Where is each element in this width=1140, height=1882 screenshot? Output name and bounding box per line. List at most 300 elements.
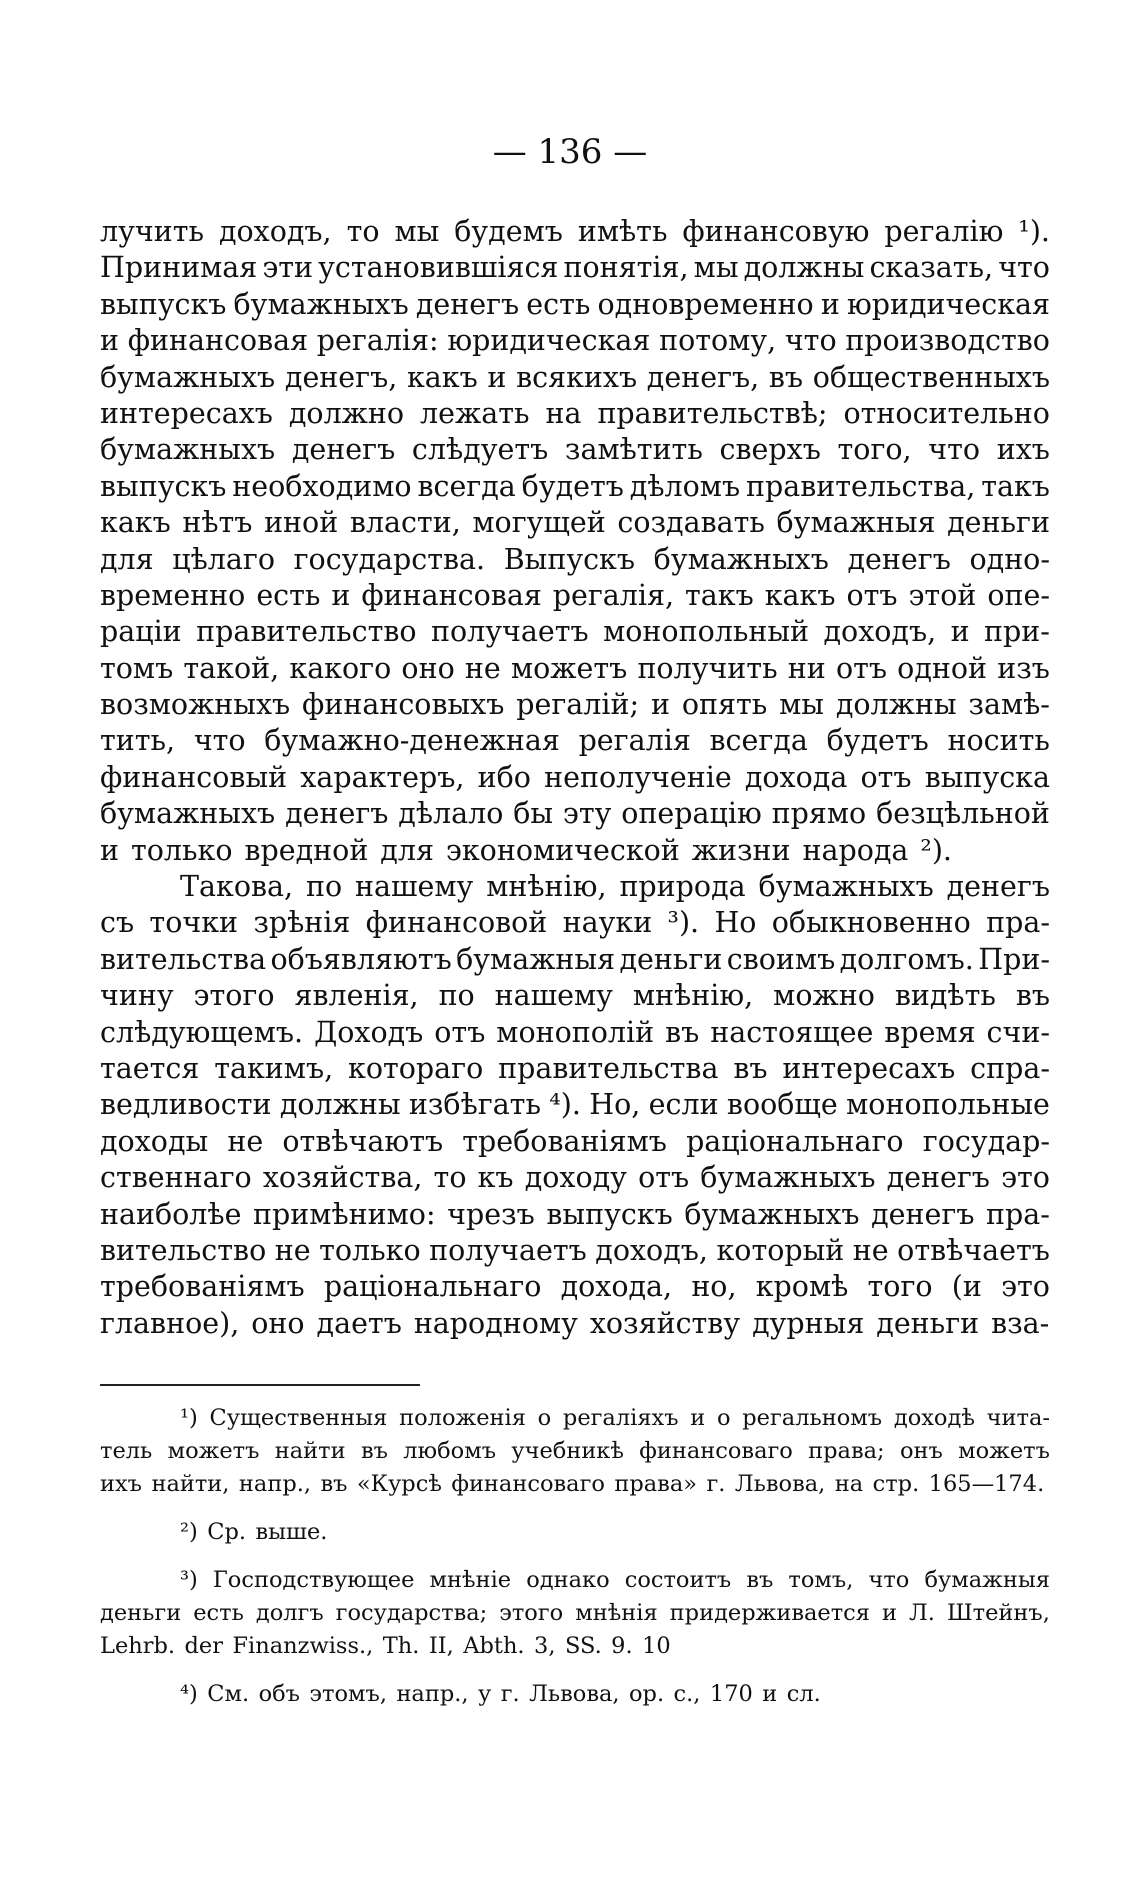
footnote-gap	[100, 1663, 1050, 1678]
word: то	[346, 215, 380, 248]
word: II,	[428, 1633, 454, 1659]
word: опять	[681, 688, 768, 722]
word: финансовая	[127, 324, 309, 358]
word: регалій;	[516, 688, 640, 722]
word: не	[852, 1233, 889, 1267]
word: регальномъ	[742, 1405, 883, 1431]
word: интересахъ	[100, 396, 273, 430]
text-line	[100, 796, 1050, 832]
word: Львова,	[529, 1681, 620, 1707]
word: пра-	[986, 1197, 1050, 1231]
text-line	[100, 542, 1050, 578]
word: природа	[619, 870, 746, 904]
word: иной	[264, 506, 339, 540]
word: въ	[733, 1051, 768, 1085]
main-text	[100, 214, 1050, 1342]
word: Штейнъ,	[946, 1600, 1050, 1626]
word: ²)	[180, 1519, 198, 1545]
text-line	[100, 1269, 1050, 1305]
word: государства.	[293, 542, 486, 576]
word: чита-	[986, 1405, 1050, 1431]
word: носить	[947, 724, 1050, 758]
word: оно	[401, 651, 455, 685]
word: Lehrb.	[100, 1633, 176, 1659]
word: лучить	[100, 215, 204, 248]
word: чину	[100, 979, 174, 1013]
word: регаліяхъ	[562, 1405, 679, 1431]
word: интересахъ	[782, 1051, 956, 1085]
word: долгомъ.	[839, 942, 974, 976]
word: государства;	[335, 1600, 488, 1626]
word: Л.	[909, 1600, 935, 1626]
word: права;	[808, 1438, 885, 1464]
word: учебникѣ	[511, 1438, 624, 1464]
word: отвѣчаютъ	[282, 1124, 444, 1158]
text-line	[100, 1233, 1050, 1269]
word: дохода	[744, 760, 848, 794]
word: только	[319, 1233, 421, 1267]
word: этой	[908, 578, 977, 612]
word: наиболѣе	[100, 1197, 242, 1231]
word: если	[648, 1088, 719, 1122]
word: на	[545, 396, 582, 430]
text-line	[100, 1015, 1050, 1051]
word: даетъ	[316, 1306, 402, 1340]
word: народному	[413, 1306, 578, 1340]
word: выпускъ	[546, 1197, 673, 1231]
word: такой,	[183, 651, 280, 685]
footnote-line	[100, 1678, 1050, 1711]
word: ⁴)	[180, 1681, 198, 1707]
word: дурныя	[752, 1306, 865, 1340]
word: бумажныхъ	[684, 1197, 860, 1231]
word: и	[100, 324, 119, 358]
word: доходъ,	[218, 215, 332, 248]
word: регалія,	[552, 578, 675, 612]
word: который	[716, 1233, 845, 1267]
word: Принимая	[100, 251, 258, 285]
word: что	[998, 251, 1050, 285]
word: г.	[706, 1471, 726, 1497]
word: экономической	[445, 833, 680, 867]
word: замѣтить	[564, 433, 703, 467]
word: c.,	[673, 1681, 701, 1707]
word: ³)	[180, 1567, 198, 1593]
text-line	[100, 614, 1050, 650]
word: прямо	[771, 797, 867, 831]
word: хозяйству	[589, 1306, 741, 1340]
word: ¹)	[180, 1405, 198, 1431]
word: только	[130, 833, 233, 867]
text-line	[100, 1124, 1050, 1160]
word: и	[100, 833, 119, 867]
word: бумажныхъ	[700, 1161, 876, 1195]
footnote-line	[100, 1516, 1050, 1549]
word: регалію	[884, 215, 1004, 248]
text-line	[100, 214, 1050, 250]
word: чрезъ	[447, 1197, 535, 1231]
word: эту	[562, 797, 612, 831]
word: примѣнимо:	[253, 1197, 436, 1231]
word: дѣломъ	[629, 469, 741, 503]
word: Но	[714, 906, 757, 940]
word: можетъ	[958, 1438, 1050, 1464]
word: Abth.	[463, 1633, 525, 1659]
word: денегъ	[291, 433, 396, 467]
word: какъ	[764, 578, 836, 612]
word: ихъ	[996, 433, 1050, 467]
word: ибо	[477, 760, 531, 794]
word: финансоваго	[451, 1471, 605, 1497]
word: положенія	[399, 1405, 526, 1431]
word: но,	[691, 1270, 737, 1304]
footnote-line	[100, 1630, 1050, 1663]
word: избѣгать	[408, 1088, 541, 1122]
footnote	[100, 1564, 1050, 1663]
word: одновременно	[597, 287, 814, 321]
word: сверхъ	[719, 433, 821, 467]
word: деньги	[100, 1600, 182, 1626]
word: при-	[984, 615, 1050, 649]
word: напр.,	[396, 1681, 469, 1707]
word: бумажныхъ	[653, 542, 829, 576]
word: къ	[477, 1161, 514, 1195]
word: въ	[746, 1567, 774, 1593]
word: жизни	[691, 833, 791, 867]
word: der	[184, 1633, 223, 1659]
word: будетъ	[826, 724, 929, 758]
word: бумажныхъ	[100, 433, 276, 467]
word: есть	[526, 287, 591, 321]
word: этого	[193, 979, 275, 1013]
text-line	[100, 833, 1050, 869]
word: ни	[787, 651, 826, 685]
word: Доходъ	[314, 1015, 424, 1049]
word: Господствующее	[212, 1567, 415, 1593]
word: доходѣ	[893, 1405, 975, 1431]
word: раціональнаго	[323, 1270, 542, 1304]
word: изъ	[997, 651, 1050, 685]
text-line	[100, 1087, 1050, 1123]
word: 10	[642, 1633, 671, 1659]
word: бумажныхъ	[233, 287, 409, 321]
word: какъ	[100, 506, 171, 540]
word: всегда	[709, 724, 808, 758]
word: Th.	[382, 1633, 420, 1659]
word: однако	[526, 1567, 610, 1593]
word: точки	[149, 906, 238, 940]
word: своимъ	[726, 942, 836, 976]
word: лежать	[420, 396, 530, 430]
word: въ	[768, 360, 804, 394]
word: мнѣнія	[575, 1600, 658, 1626]
word: власти,	[349, 506, 461, 540]
word: имѣть	[577, 215, 668, 248]
word: можетъ	[510, 651, 628, 685]
word: будемъ	[454, 215, 563, 248]
word: 9.	[611, 1633, 633, 1659]
word: денегъ	[871, 1197, 975, 1231]
word: что	[784, 324, 837, 358]
word: Такова,	[180, 870, 294, 904]
word: спра-	[970, 1051, 1050, 1085]
word: зрѣнія	[253, 906, 351, 940]
footnote-line	[100, 1468, 1050, 1501]
footnote	[100, 1516, 1050, 1549]
word: op.	[629, 1681, 665, 1707]
word: ихъ	[100, 1471, 143, 1497]
word: характеръ,	[300, 760, 465, 794]
word: Львова,	[734, 1471, 826, 1497]
word: доходъ,	[595, 1233, 708, 1267]
word: См.	[207, 1681, 250, 1707]
word: финансовую	[682, 215, 870, 248]
text-line	[100, 869, 1050, 905]
word: цѣлаго	[172, 542, 275, 576]
word: въ	[360, 1438, 388, 1464]
paragraph	[100, 214, 1050, 869]
word: ведливости	[100, 1088, 272, 1122]
word: финансовая	[361, 578, 542, 612]
word: бумажно-денежная	[264, 724, 560, 758]
word: состоитъ	[624, 1567, 732, 1593]
word: можно	[773, 979, 875, 1013]
footnote-separator	[100, 1384, 420, 1386]
word: Finanzwiss.,	[232, 1633, 374, 1659]
word: отъ	[835, 651, 887, 685]
word: денегъ,	[646, 360, 760, 394]
word: что	[193, 724, 246, 758]
word: объ	[258, 1681, 300, 1707]
word: правительства	[498, 1051, 719, 1085]
word: того,	[837, 433, 912, 467]
word: регалія:	[316, 324, 439, 358]
word: вительство	[100, 1233, 267, 1267]
word: мы	[693, 251, 739, 285]
word: временно	[100, 578, 246, 612]
word: Ср.	[207, 1519, 247, 1545]
word: это	[1001, 1161, 1050, 1195]
word: народа	[802, 833, 909, 867]
text-line	[100, 687, 1050, 723]
word: нашему	[494, 979, 613, 1013]
text-line	[100, 651, 1050, 687]
word: мы	[394, 215, 440, 248]
word: потому,	[659, 324, 777, 358]
word: денегъ	[847, 542, 951, 576]
word: слѣдующемъ.	[100, 1015, 304, 1049]
word: явленія,	[294, 979, 419, 1013]
word: деньги	[876, 1306, 980, 1340]
footnote-line	[100, 1597, 1050, 1630]
word: эти	[262, 251, 314, 285]
word: бумажныхъ	[758, 870, 934, 904]
word: относительно	[843, 396, 1050, 430]
text-line	[100, 905, 1050, 941]
word: оно	[251, 1306, 305, 1340]
word: возможныхъ	[100, 688, 291, 722]
word: для	[380, 833, 434, 867]
word: правительство	[196, 615, 417, 649]
word: по	[438, 979, 475, 1013]
word: получаетъ	[431, 615, 589, 649]
word: кромѣ	[755, 1270, 849, 1304]
word: создавать	[617, 506, 765, 540]
word: найти	[274, 1438, 346, 1464]
word: что	[868, 1567, 910, 1593]
word: деньги	[947, 506, 1050, 540]
text-line	[100, 469, 1050, 505]
text-line	[100, 978, 1050, 1014]
word: сказать,	[869, 251, 994, 285]
word: нашему	[355, 870, 474, 904]
word: отъ	[434, 1015, 486, 1049]
word: есть	[193, 1600, 244, 1626]
word: о	[537, 1405, 552, 1431]
word: обыкновенно	[771, 906, 971, 940]
word: долгъ	[255, 1600, 324, 1626]
word: всегда	[417, 469, 516, 503]
word: этого	[499, 1600, 564, 1626]
text-line	[100, 396, 1050, 432]
word: сл.	[786, 1681, 821, 1707]
word: установившіяся	[318, 251, 559, 285]
word: должно	[288, 396, 405, 430]
text-line	[100, 1051, 1050, 1087]
word: время	[884, 1015, 976, 1049]
word: Существенныя	[209, 1405, 388, 1431]
word: должны	[835, 688, 957, 722]
word: и	[331, 578, 351, 612]
word: тается	[100, 1051, 200, 1085]
word: Но,	[589, 1088, 641, 1122]
word: юридическая	[846, 287, 1050, 321]
word: въ	[1015, 979, 1050, 1013]
word: онъ	[899, 1438, 943, 1464]
word: будетъ	[521, 469, 624, 503]
word: безцѣльной	[876, 797, 1050, 831]
word: по	[305, 870, 343, 904]
word: финансоваго	[639, 1438, 793, 1464]
word: опе-	[987, 578, 1050, 612]
word: съ	[100, 906, 135, 940]
word: стр.	[872, 1471, 920, 1497]
word: главное),	[100, 1306, 240, 1340]
word: какого	[289, 651, 392, 685]
word: регалія	[578, 724, 691, 758]
word: доходу	[524, 1161, 627, 1195]
text-line	[100, 323, 1050, 359]
word: раціи	[100, 615, 182, 649]
word: могущей	[472, 506, 606, 540]
word: счи-	[986, 1015, 1050, 1049]
word: SS.	[564, 1633, 602, 1659]
text-line	[100, 250, 1050, 286]
word: того	[867, 1270, 933, 1304]
footnote-line	[100, 1402, 1050, 1435]
text-line	[100, 432, 1050, 468]
word: не	[274, 1233, 311, 1267]
footnote	[100, 1402, 1050, 1501]
word: мнѣнію,	[486, 870, 607, 904]
word: выпуска	[924, 760, 1050, 794]
word: и	[690, 1405, 706, 1431]
word: бумажныхъ	[100, 360, 276, 394]
word: такъ	[685, 578, 754, 612]
footnote-line	[100, 1435, 1050, 1468]
word: науки	[562, 906, 653, 940]
word: 3,	[534, 1633, 556, 1659]
footnote-line	[100, 1564, 1050, 1597]
word: денегъ	[415, 287, 520, 321]
word: у	[478, 1681, 492, 1707]
word: какъ	[406, 360, 478, 394]
word: финансовый	[100, 760, 288, 794]
word: можетъ	[167, 1438, 260, 1464]
word: замѣ-	[968, 688, 1050, 722]
word: котораго	[348, 1051, 484, 1085]
word: вообще	[726, 1088, 838, 1122]
word: отъ	[860, 760, 912, 794]
word: выпускъ	[100, 469, 227, 503]
word: напр.,	[238, 1471, 312, 1497]
word: вза-	[991, 1306, 1050, 1340]
text-line	[100, 505, 1050, 541]
word: денегъ	[285, 797, 389, 831]
word: настоящее	[710, 1015, 874, 1049]
word: ¹).	[1018, 215, 1050, 248]
text-line	[100, 287, 1050, 323]
footnote-gap	[100, 1549, 1050, 1564]
word: финансовой	[365, 906, 548, 940]
word: отъ	[638, 1161, 690, 1195]
word: получаетъ	[429, 1233, 587, 1267]
word: неполученіе	[544, 760, 732, 794]
word: нѣтъ	[182, 506, 253, 540]
word: найти,	[151, 1471, 230, 1497]
word: о	[717, 1405, 731, 1431]
word: одной	[897, 651, 988, 685]
word: въ	[665, 1015, 700, 1049]
text-line	[100, 1306, 1050, 1342]
word: производство	[845, 324, 1050, 358]
word: дохода,	[560, 1270, 673, 1304]
word: одно-	[969, 542, 1050, 576]
word: томъ,	[788, 1567, 854, 1593]
word: государ-	[922, 1124, 1050, 1158]
word: монопольный	[603, 615, 810, 649]
word: томъ	[100, 651, 174, 685]
word: деньги	[619, 942, 723, 976]
word: этомъ,	[309, 1681, 387, 1707]
word: выше.	[255, 1519, 328, 1545]
word: ственнаго	[100, 1161, 252, 1195]
word: «Курсѣ	[356, 1471, 442, 1497]
word: денегъ	[946, 870, 1050, 904]
word: отвѣчаетъ	[897, 1233, 1050, 1267]
word: общественныхъ	[812, 360, 1050, 394]
word: то	[433, 1161, 467, 1195]
word: правительствѣ;	[597, 396, 828, 430]
word: для	[100, 542, 154, 576]
word: должны	[279, 1088, 401, 1122]
word: тель	[100, 1438, 153, 1464]
word: раціональнаго	[686, 1124, 904, 1158]
word: должны	[743, 251, 865, 285]
word: не	[464, 651, 501, 685]
word: операцію	[621, 797, 762, 831]
word: монопольные	[846, 1088, 1050, 1122]
